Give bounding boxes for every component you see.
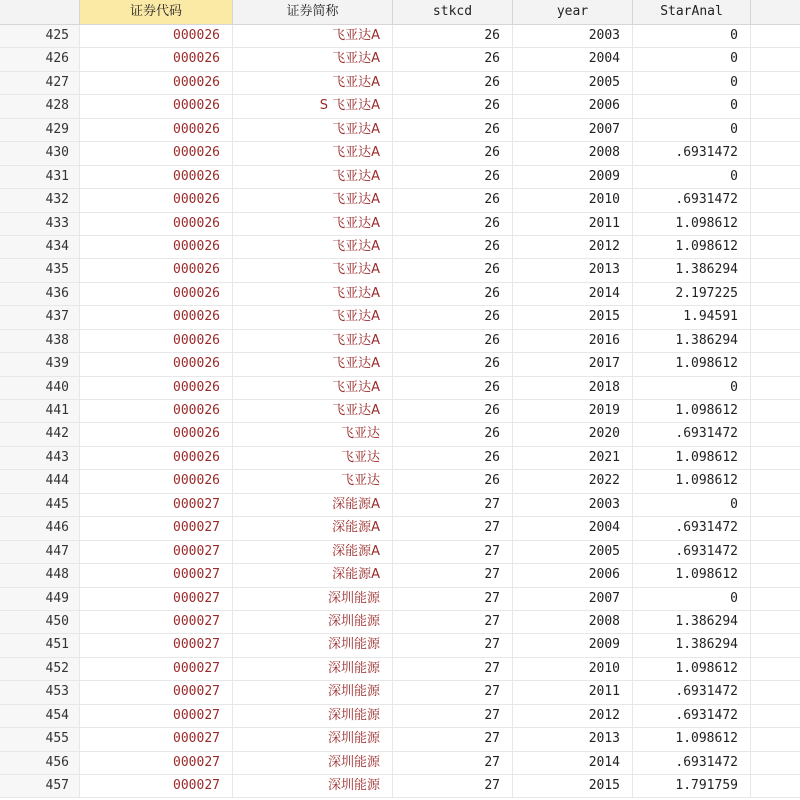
table-row[interactable]	[0, 611, 800, 634]
grid-body	[0, 25, 800, 798]
cell-zqjc[interactable]: 飞亚达A	[233, 189, 393, 211]
table-row[interactable]	[0, 588, 800, 611]
cell-empty[interactable]	[751, 564, 800, 586]
cell-zqdm[interactable]: 000026	[80, 306, 233, 328]
table-row[interactable]	[0, 564, 800, 587]
cell-year[interactable]: 2012	[513, 705, 633, 727]
cell-year[interactable]: 2003	[513, 25, 633, 47]
column-header-zqjc[interactable]: 证券简称	[233, 0, 393, 24]
cell-staranal[interactable]: 0	[633, 25, 751, 47]
cell-empty[interactable]	[751, 658, 800, 680]
cell-year[interactable]: 2007	[513, 119, 633, 141]
cell-empty[interactable]	[751, 189, 800, 211]
cell-staranal[interactable]: 1.098612	[633, 658, 751, 680]
table-row[interactable]	[0, 752, 800, 775]
cell-stkcd[interactable]: 27	[393, 517, 513, 539]
cell-staranal[interactable]: 0	[633, 377, 751, 399]
cell-year[interactable]: 2004	[513, 517, 633, 539]
cell-empty[interactable]	[751, 752, 800, 774]
cell-staranal[interactable]: 1.098612	[633, 236, 751, 258]
cell-zqjc[interactable]: 飞亚达A	[233, 25, 393, 47]
cell-stkcd[interactable]: 27	[393, 752, 513, 774]
cell-year[interactable]: 2006	[513, 95, 633, 117]
cell-year[interactable]: 2016	[513, 330, 633, 352]
cell-year[interactable]: 2008	[513, 611, 633, 633]
row-number[interactable]: 457	[0, 775, 80, 797]
cell-zqjc[interactable]: 飞亚达A	[233, 213, 393, 235]
table-row[interactable]	[0, 470, 800, 493]
cell-empty[interactable]	[751, 611, 800, 633]
cell-zqdm[interactable]: 000026	[80, 236, 233, 258]
cell-empty[interactable]	[751, 400, 800, 422]
cell-zqjc[interactable]: 深圳能源	[233, 634, 393, 656]
cell-zqjc[interactable]: 深圳能源	[233, 752, 393, 774]
cell-empty[interactable]	[751, 283, 800, 305]
row-number[interactable]: 454	[0, 705, 80, 727]
cell-year[interactable]: 2009	[513, 166, 633, 188]
cell-zqjc[interactable]: 深圳能源	[233, 775, 393, 797]
cell-staranal[interactable]: 1.386294	[633, 259, 751, 281]
cell-empty[interactable]	[751, 470, 800, 492]
cell-stkcd[interactable]: 26	[393, 236, 513, 258]
cell-zqjc[interactable]: 飞亚达A	[233, 330, 393, 352]
cell-zqjc[interactable]: 飞亚达	[233, 470, 393, 492]
cell-zqjc[interactable]: 深能源A	[233, 541, 393, 563]
table-row[interactable]	[0, 705, 800, 728]
cell-empty[interactable]	[751, 494, 800, 516]
cell-zqdm[interactable]: 000026	[80, 189, 233, 211]
cell-zqdm[interactable]: 000027	[80, 517, 233, 539]
cell-zqjc[interactable]: 深圳能源	[233, 681, 393, 703]
cell-year[interactable]: 2018	[513, 377, 633, 399]
cell-staranal[interactable]: 1.098612	[633, 564, 751, 586]
cell-zqjc[interactable]: 飞亚达A	[233, 306, 393, 328]
cell-empty[interactable]	[751, 306, 800, 328]
cell-staranal[interactable]: 0	[633, 95, 751, 117]
cell-zqdm[interactable]: 000026	[80, 166, 233, 188]
row-number[interactable]: 441	[0, 400, 80, 422]
cell-stkcd[interactable]: 26	[393, 330, 513, 352]
cell-stkcd[interactable]: 26	[393, 166, 513, 188]
cell-empty[interactable]	[751, 119, 800, 141]
table-row[interactable]	[0, 423, 800, 446]
cell-stkcd[interactable]: 27	[393, 775, 513, 797]
cell-year[interactable]: 2007	[513, 588, 633, 610]
cell-year[interactable]: 2010	[513, 189, 633, 211]
cell-staranal[interactable]: 0	[633, 494, 751, 516]
row-number[interactable]: 439	[0, 353, 80, 375]
cell-empty[interactable]	[751, 48, 800, 70]
cell-staranal[interactable]: 0	[633, 48, 751, 70]
cell-empty[interactable]	[751, 142, 800, 164]
column-header-staranal[interactable]: StarAnal	[633, 0, 751, 24]
cell-empty[interactable]	[751, 259, 800, 281]
cell-zqjc[interactable]: 深圳能源	[233, 705, 393, 727]
cell-staranal[interactable]: 2.197225	[633, 283, 751, 305]
table-row[interactable]	[0, 681, 800, 704]
table-row[interactable]	[0, 283, 800, 306]
cell-year[interactable]: 2017	[513, 353, 633, 375]
cell-zqjc[interactable]: 飞亚达A	[233, 48, 393, 70]
cell-stkcd[interactable]: 27	[393, 728, 513, 750]
row-number[interactable]: 451	[0, 634, 80, 656]
cell-staranal[interactable]: .6931472	[633, 541, 751, 563]
cell-stkcd[interactable]: 27	[393, 541, 513, 563]
table-row[interactable]	[0, 213, 800, 236]
table-row[interactable]	[0, 25, 800, 48]
cell-zqjc[interactable]: 深能源A	[233, 517, 393, 539]
row-number[interactable]: 431	[0, 166, 80, 188]
cell-staranal[interactable]: 1.791759	[633, 775, 751, 797]
cell-staranal[interactable]: 1.098612	[633, 213, 751, 235]
row-number[interactable]: 444	[0, 470, 80, 492]
table-row[interactable]	[0, 447, 800, 470]
cell-empty[interactable]	[751, 588, 800, 610]
cell-empty[interactable]	[751, 775, 800, 797]
grid-header	[0, 0, 800, 25]
cell-zqjc[interactable]: 深圳能源	[233, 728, 393, 750]
cell-zqdm[interactable]: 000026	[80, 470, 233, 492]
cell-empty[interactable]	[751, 728, 800, 750]
row-number[interactable]: 434	[0, 236, 80, 258]
cell-year[interactable]: 2008	[513, 142, 633, 164]
cell-zqjc[interactable]: 飞亚达A	[233, 72, 393, 94]
cell-zqdm[interactable]: 000027	[80, 611, 233, 633]
table-row[interactable]	[0, 658, 800, 681]
cell-stkcd[interactable]: 26	[393, 95, 513, 117]
cell-staranal[interactable]: 0	[633, 166, 751, 188]
row-number[interactable]: 433	[0, 213, 80, 235]
row-number[interactable]: 425	[0, 25, 80, 47]
cell-year[interactable]: 2009	[513, 634, 633, 656]
cell-zqjc[interactable]: 飞亚达A	[233, 166, 393, 188]
row-number[interactable]: 455	[0, 728, 80, 750]
cell-empty[interactable]	[751, 634, 800, 656]
cell-staranal[interactable]: 0	[633, 72, 751, 94]
cell-zqjc[interactable]: 深能源A	[233, 494, 393, 516]
cell-year[interactable]: 2015	[513, 306, 633, 328]
table-row[interactable]	[0, 494, 800, 517]
cell-zqjc[interactable]: 飞亚达A	[233, 142, 393, 164]
cell-staranal[interactable]: 1.94591	[633, 306, 751, 328]
column-header-empty[interactable]	[751, 0, 800, 24]
cell-zqdm[interactable]: 000026	[80, 283, 233, 305]
cell-zqdm[interactable]: 000027	[80, 564, 233, 586]
cell-year[interactable]: 2019	[513, 400, 633, 422]
row-number[interactable]: 447	[0, 541, 80, 563]
cell-year[interactable]: 2010	[513, 658, 633, 680]
cell-staranal[interactable]: .6931472	[633, 517, 751, 539]
row-number[interactable]: 436	[0, 283, 80, 305]
cell-stkcd[interactable]: 26	[393, 353, 513, 375]
cell-stkcd[interactable]: 27	[393, 494, 513, 516]
table-row[interactable]	[0, 72, 800, 95]
row-number[interactable]: 449	[0, 588, 80, 610]
cell-staranal[interactable]: 1.386294	[633, 634, 751, 656]
row-number[interactable]: 440	[0, 377, 80, 399]
row-number[interactable]: 450	[0, 611, 80, 633]
cell-year[interactable]: 2014	[513, 283, 633, 305]
cell-stkcd[interactable]: 27	[393, 611, 513, 633]
cell-year[interactable]: 2021	[513, 447, 633, 469]
cell-zqjc[interactable]: 飞亚达A	[233, 236, 393, 258]
cell-zqdm[interactable]: 000027	[80, 634, 233, 656]
row-number[interactable]: 428	[0, 95, 80, 117]
cell-year[interactable]: 2006	[513, 564, 633, 586]
cell-staranal[interactable]: .6931472	[633, 142, 751, 164]
cell-staranal[interactable]: 1.386294	[633, 330, 751, 352]
cell-year[interactable]: 2013	[513, 259, 633, 281]
cell-stkcd[interactable]: 26	[393, 400, 513, 422]
cell-zqdm[interactable]: 000027	[80, 705, 233, 727]
cell-year[interactable]: 2014	[513, 752, 633, 774]
cell-zqdm[interactable]: 000027	[80, 728, 233, 750]
cell-zqjc[interactable]: 飞亚达A	[233, 377, 393, 399]
cell-zqdm[interactable]: 000027	[80, 752, 233, 774]
cell-empty[interactable]	[751, 236, 800, 258]
cell-empty[interactable]	[751, 705, 800, 727]
table-row[interactable]	[0, 166, 800, 189]
cell-zqdm[interactable]: 000026	[80, 330, 233, 352]
cell-year[interactable]: 2015	[513, 775, 633, 797]
row-number[interactable]: 442	[0, 423, 80, 445]
cell-year[interactable]: 2022	[513, 470, 633, 492]
row-number[interactable]: 456	[0, 752, 80, 774]
cell-year[interactable]: 2005	[513, 541, 633, 563]
cell-zqjc[interactable]: S 飞亚达A	[233, 95, 393, 117]
cell-zqdm[interactable]: 000026	[80, 447, 233, 469]
table-row[interactable]	[0, 142, 800, 165]
cell-stkcd[interactable]: 27	[393, 705, 513, 727]
cell-zqjc[interactable]: 飞亚达A	[233, 353, 393, 375]
cell-zqdm[interactable]: 000027	[80, 588, 233, 610]
cell-stkcd[interactable]: 26	[393, 119, 513, 141]
cell-empty[interactable]	[751, 377, 800, 399]
cell-staranal[interactable]: .6931472	[633, 752, 751, 774]
cell-zqdm[interactable]: 000026	[80, 95, 233, 117]
cell-zqjc[interactable]: 深圳能源	[233, 611, 393, 633]
cell-zqdm[interactable]: 000026	[80, 72, 233, 94]
cell-zqdm[interactable]: 000027	[80, 541, 233, 563]
row-number[interactable]: 429	[0, 119, 80, 141]
cell-staranal[interactable]: 1.098612	[633, 470, 751, 492]
cell-staranal[interactable]: 1.098612	[633, 447, 751, 469]
cell-staranal[interactable]: .6931472	[633, 681, 751, 703]
cell-zqjc[interactable]: 飞亚达A	[233, 259, 393, 281]
cell-zqjc[interactable]: 深能源A	[233, 564, 393, 586]
row-number[interactable]: 448	[0, 564, 80, 586]
table-row[interactable]	[0, 330, 800, 353]
cell-zqdm[interactable]: 000026	[80, 213, 233, 235]
cell-staranal[interactable]: .6931472	[633, 189, 751, 211]
cell-staranal[interactable]: 1.386294	[633, 611, 751, 633]
row-number[interactable]: 443	[0, 447, 80, 469]
table-row[interactable]	[0, 728, 800, 751]
cell-zqjc[interactable]: 飞亚达A	[233, 283, 393, 305]
cell-empty[interactable]	[751, 25, 800, 47]
column-header-year[interactable]: year	[513, 0, 633, 24]
column-header-stkcd[interactable]: stkcd	[393, 0, 513, 24]
cell-empty[interactable]	[751, 72, 800, 94]
cell-zqdm[interactable]: 000026	[80, 48, 233, 70]
cell-year[interactable]: 2011	[513, 213, 633, 235]
table-row[interactable]	[0, 189, 800, 212]
table-row[interactable]	[0, 306, 800, 329]
cell-staranal[interactable]: .6931472	[633, 423, 751, 445]
cell-stkcd[interactable]: 27	[393, 564, 513, 586]
cell-empty[interactable]	[751, 330, 800, 352]
cell-zqdm[interactable]: 000027	[80, 494, 233, 516]
cell-year[interactable]: 2011	[513, 681, 633, 703]
cell-empty[interactable]	[751, 353, 800, 375]
cell-staranal[interactable]: 1.098612	[633, 353, 751, 375]
table-row[interactable]	[0, 634, 800, 657]
cell-stkcd[interactable]: 26	[393, 72, 513, 94]
cell-stkcd[interactable]: 26	[393, 142, 513, 164]
cell-empty[interactable]	[751, 541, 800, 563]
cell-year[interactable]: 2020	[513, 423, 633, 445]
row-number[interactable]: 438	[0, 330, 80, 352]
cell-stkcd[interactable]: 26	[393, 283, 513, 305]
table-row[interactable]	[0, 236, 800, 259]
cell-stkcd[interactable]: 26	[393, 189, 513, 211]
cell-stkcd[interactable]: 27	[393, 588, 513, 610]
table-row[interactable]	[0, 400, 800, 423]
cell-year[interactable]: 2012	[513, 236, 633, 258]
cell-stkcd[interactable]: 26	[393, 447, 513, 469]
table-row[interactable]	[0, 259, 800, 282]
cell-zqdm[interactable]: 000027	[80, 775, 233, 797]
cell-empty[interactable]	[751, 95, 800, 117]
row-number[interactable]: 430	[0, 142, 80, 164]
row-number[interactable]: 453	[0, 681, 80, 703]
cell-zqjc[interactable]: 飞亚达	[233, 423, 393, 445]
cell-zqdm[interactable]: 000027	[80, 658, 233, 680]
table-row[interactable]	[0, 95, 800, 118]
row-number-header[interactable]	[0, 0, 80, 24]
cell-empty[interactable]	[751, 517, 800, 539]
cell-staranal[interactable]: 1.098612	[633, 728, 751, 750]
cell-empty[interactable]	[751, 423, 800, 445]
cell-year[interactable]: 2005	[513, 72, 633, 94]
table-row[interactable]	[0, 517, 800, 540]
cell-stkcd[interactable]: 27	[393, 681, 513, 703]
cell-stkcd[interactable]: 27	[393, 634, 513, 656]
cell-zqjc[interactable]: 深圳能源	[233, 588, 393, 610]
cell-zqdm[interactable]: 000026	[80, 377, 233, 399]
row-number[interactable]: 452	[0, 658, 80, 680]
cell-stkcd[interactable]: 26	[393, 306, 513, 328]
cell-zqdm[interactable]: 000026	[80, 25, 233, 47]
cell-empty[interactable]	[751, 166, 800, 188]
cell-zqdm[interactable]: 000026	[80, 119, 233, 141]
row-number[interactable]: 445	[0, 494, 80, 516]
cell-stkcd[interactable]: 27	[393, 658, 513, 680]
row-number[interactable]: 437	[0, 306, 80, 328]
cell-zqdm[interactable]: 000026	[80, 142, 233, 164]
cell-empty[interactable]	[751, 213, 800, 235]
cell-zqjc[interactable]: 飞亚达	[233, 447, 393, 469]
table-row[interactable]	[0, 48, 800, 71]
cell-staranal[interactable]: 0	[633, 119, 751, 141]
table-row[interactable]	[0, 377, 800, 400]
cell-zqjc[interactable]: 飞亚达A	[233, 400, 393, 422]
cell-zqdm[interactable]: 000026	[80, 353, 233, 375]
row-number[interactable]: 432	[0, 189, 80, 211]
cell-stkcd[interactable]: 26	[393, 423, 513, 445]
cell-zqdm[interactable]: 000026	[80, 423, 233, 445]
table-row[interactable]	[0, 541, 800, 564]
cell-zqdm[interactable]: 000026	[80, 400, 233, 422]
table-row[interactable]	[0, 775, 800, 798]
cell-stkcd[interactable]: 26	[393, 470, 513, 492]
cell-zqdm[interactable]: 000027	[80, 681, 233, 703]
cell-staranal[interactable]: 1.098612	[633, 400, 751, 422]
cell-zqjc[interactable]: 飞亚达A	[233, 119, 393, 141]
row-number[interactable]: 435	[0, 259, 80, 281]
cell-stkcd[interactable]: 26	[393, 25, 513, 47]
column-header-zqdm[interactable]: 证券代码	[80, 0, 233, 24]
cell-empty[interactable]	[751, 681, 800, 703]
cell-empty[interactable]	[751, 447, 800, 469]
row-number[interactable]: 446	[0, 517, 80, 539]
cell-stkcd[interactable]: 26	[393, 259, 513, 281]
cell-stkcd[interactable]: 26	[393, 377, 513, 399]
cell-year[interactable]: 2004	[513, 48, 633, 70]
cell-year[interactable]: 2003	[513, 494, 633, 516]
cell-staranal[interactable]: 0	[633, 588, 751, 610]
cell-year[interactable]: 2013	[513, 728, 633, 750]
table-row[interactable]	[0, 353, 800, 376]
cell-stkcd[interactable]: 26	[393, 213, 513, 235]
row-number[interactable]: 427	[0, 72, 80, 94]
cell-staranal[interactable]: .6931472	[633, 705, 751, 727]
cell-stkcd[interactable]: 26	[393, 48, 513, 70]
row-number[interactable]: 426	[0, 48, 80, 70]
cell-zqjc[interactable]: 深圳能源	[233, 658, 393, 680]
cell-zqdm[interactable]: 000026	[80, 259, 233, 281]
table-row[interactable]	[0, 119, 800, 142]
